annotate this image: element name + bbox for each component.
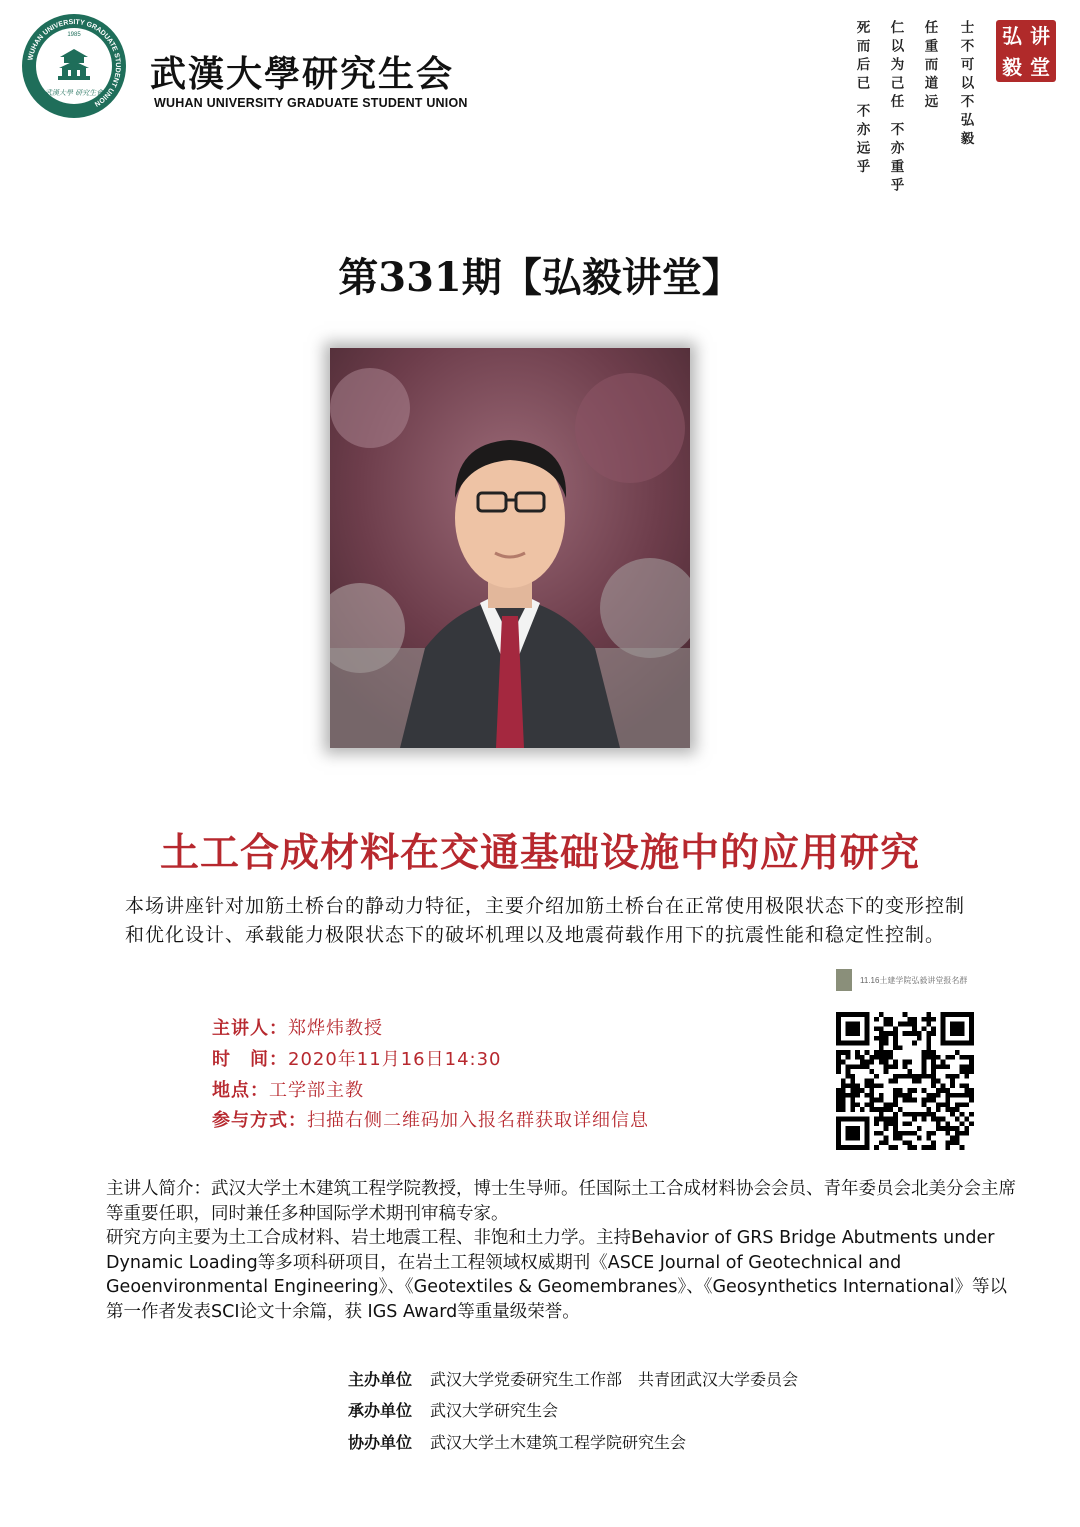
speaker-portrait-image (330, 348, 690, 748)
brand-english-name: WUHAN UNIVERSITY GRADUATE STUDENT UNION (154, 96, 468, 110)
join-label: 参与方式： (212, 1110, 307, 1131)
join-line (212, 1106, 649, 1132)
time-label: 时 间： (212, 1049, 288, 1070)
seal-char: 讲 (1030, 23, 1050, 48)
co-organizer-label: 协办单位 (348, 1433, 413, 1452)
group-avatar (836, 969, 852, 991)
organizer-label: 承办单位 (348, 1401, 413, 1420)
logo-emblem (36, 28, 112, 104)
place-line (212, 1076, 364, 1102)
university-logo (22, 14, 126, 118)
seal-char: 堂 (1030, 54, 1050, 79)
time-value: 2020年11月16日14:30 (288, 1049, 502, 1070)
speaker-line (212, 1014, 383, 1040)
seal-char: 弘 (1002, 23, 1022, 48)
join-value: 扫描右侧二维码加入报名群获取详细信息 (307, 1110, 649, 1131)
organizer-line (348, 1398, 558, 1421)
pagoda-icon (58, 48, 90, 82)
organizer-value: 武汉大学研究生会 (430, 1401, 559, 1420)
place-value: 工学部主教 (269, 1080, 364, 1101)
logo-year: 1985 (67, 32, 81, 38)
speaker-value: 郑烨炜教授 (288, 1018, 383, 1039)
talk-abstract: 本场讲座针对加筋土桥台的静动力特征，主要介绍加筋土桥台在正常使用极限状态下的变形控制和优化设计、承载能力极限状态下的破坏机理以及地震荷载作用下的抗震性能和稳定性控制。 (125, 895, 966, 946)
speaker-bio (106, 1177, 1016, 1324)
wechat-group-header (836, 964, 986, 996)
brand-chinese-name: 武漢大學研究生会 (150, 53, 455, 95)
qr-code-icon[interactable] (836, 1012, 974, 1150)
speaker-photo (330, 348, 690, 748)
logo-script: 武漢大學 研究生會 (44, 89, 104, 97)
host-line (348, 1367, 798, 1390)
logo-ring-text: WUHAN UNIVERSITY GRADUATE STUDENT UNION (27, 18, 122, 108)
poem-column-1: 士不可以不弘毅 (957, 20, 974, 150)
speaker-label: 主讲人： (212, 1018, 288, 1039)
hongyi-seal (996, 20, 1056, 82)
seal-char: 毅 (1002, 54, 1022, 79)
bio-paragraph-1: 主讲人简介：武汉大学土木建筑工程学院教授，博士生导师。任国际土工合成材料协会会员、青年委员会北美分会主席等重要任职，同时兼任多种国际学术期刊审稿专家。 (106, 1179, 1016, 1224)
co-organizer-line (348, 1430, 686, 1453)
talk-title: 土工合成材料在交通基础设施中的应用研究 (159, 830, 920, 876)
bio-paragraph-2: 研究方向主要为土工合成材料、岩土地震工程、非饱和土力学。主持Behavior of GRS Bridge Abutments under Dynamic Loading等多项科研项目，在岩土工程领域权威期刊《ASCE Journal of Geotechnical and Geoenvironmental Engineering》、《Geotextiles & Geomembranes》、《Geosynthetics International》等以第一作者发表SCI论文十余篇，获 IGS Award等重量级荣誉。 (106, 1228, 1008, 1322)
time-line (212, 1045, 502, 1071)
group-name: 11.16土建学院弘毅讲堂报名群 (860, 975, 968, 985)
co-organizer-value: 武汉大学土木建筑工程学院研究生会 (430, 1433, 687, 1452)
host-value: 武汉大学党委研究生工作部 共青团武汉大学委员会 (430, 1370, 799, 1389)
place-label: 地点： (212, 1080, 269, 1101)
issue-title: 第331期【弘毅讲堂】 (338, 254, 742, 301)
poem-column-2: 任重而道远 (921, 20, 938, 113)
poem-column-3: 仁以为己任 不亦重乎 (887, 20, 904, 197)
poem-column-4: 死而后已 不亦远乎 (853, 20, 870, 178)
host-label: 主办单位 (348, 1370, 413, 1389)
